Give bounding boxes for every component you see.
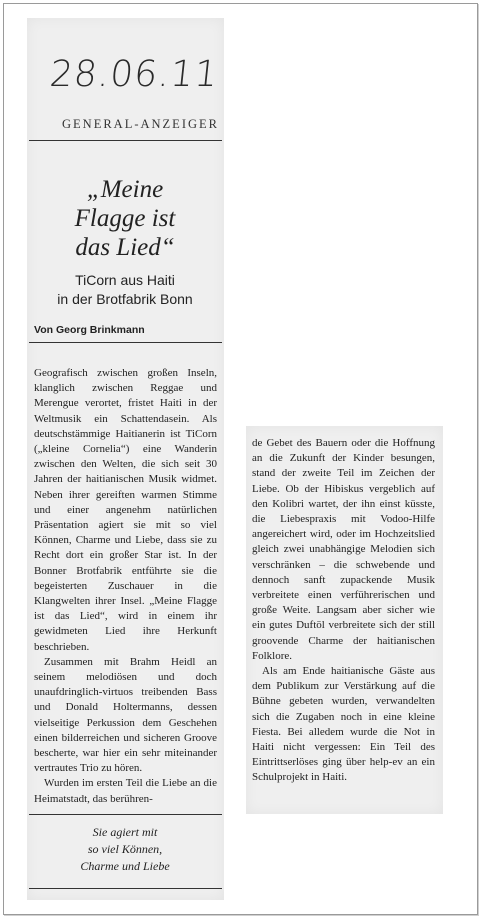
- quote-rule-bottom: [29, 888, 222, 889]
- handwritten-date: 28.06.11: [47, 54, 221, 95]
- newspaper-name: GENERAL-ANZEIGER: [62, 117, 219, 131]
- byline-rule: [29, 342, 222, 343]
- article-paragraph: Zusammen mit Brahm Heidl an seinem melodiösen und doch unaufdringlich-virtuos treibenden Bass und Donald Holtermanns, dessen vielseitige Perkussion dem Geschehen einen bilderreichen und sicheren Groove bescherte, war hier ein sehr miteinander vertrautes Trio zu hören.: [34, 655, 217, 775]
- article-column-2: [252, 436, 435, 786]
- subheadline: [40, 271, 210, 309]
- subheadline-line: TiCorn aus Haiti: [75, 272, 175, 288]
- article-paragraph: de Gebet des Bauern oder die Hoffnung an die Zukunft der Kinder besungen, stand der zweite Teil im Zeichen der Liebe. Ob der Hibiskus vergeblich auf den Kolibri wartet, der ihn einst küsste, die Liebespraxis mit Vodoo-Hilfe angereichert wird, oder im Hochzeitslied gleich zwei unabhängige Melodien sich verschränken – die schwebende und dennoch sanft zupackende Musik verbreitete einen verführerischen und große Weite. Langsam aber sicher wie ein gutes Duftöl verbreitete sich der still groovende Charme der haitianischen Folklore.: [252, 437, 435, 662]
- article-paragraph: Wurden im ersten Teil die Liebe an die Heimatstadt, das berühren-: [34, 777, 217, 805]
- headline-line: Flagge ist: [74, 205, 176, 232]
- byline: Von Georg Brinkmann: [34, 324, 145, 336]
- headline: [40, 175, 210, 262]
- quote-rule-top: [29, 814, 222, 815]
- article-paragraph: Als am Ende haitianische Gäste aus dem Publikum zur Verstärkung auf die Bühne gebeten wurden, verwandelten sich die Zugaben noch in eine kleine Fiesta. Bei alledem wurde die Not in Haiti nicht vergessen: Ein Teil des Eintrittserlöses ging über help-ev an ein Schulprojekt in Haiti.: [252, 665, 435, 784]
- subheadline-line: in der Brotfabrik Bonn: [57, 291, 193, 307]
- pull-quote-line: so viel Können,: [87, 842, 163, 856]
- pull-quote-line: Charme und Liebe: [80, 859, 170, 873]
- pull-quote-line: Sie agiert mit: [92, 825, 158, 839]
- headline-line: „Meine: [86, 176, 164, 203]
- article-column-1: [34, 366, 217, 807]
- article-paragraph: Geografisch zwischen großen Inseln, klanglich zwischen Reggae und Merengue verortet, fristet Haiti in der Weltmusik ein Schattendasein. Als deutschstämmige Haitianerin ist TiCorn („kleine Cornelia“) eine Wanderin zwischen den Welten, die sich seit 30 Jahren der haitianischen Musik widmet. Neben ihrer gereiften warmen Stimme und einer angenehm natürlichen Präsentation agiert sie mit so viel Können, Charme und Liebe, dass sie zu Recht dort ein großer Star ist. In der Bonner Brotfabrik entführte sie die begeisterten Zuschauer in die Klangwelten ihrer Insel. „Meine Flagge ist das Lied“, wird in einem ihr gewidmeten Lied ihre Herkunft beschrieben.: [34, 367, 217, 653]
- headline-line: das Lied“: [75, 234, 175, 261]
- top-rule: [29, 140, 222, 141]
- pull-quote: [40, 824, 210, 875]
